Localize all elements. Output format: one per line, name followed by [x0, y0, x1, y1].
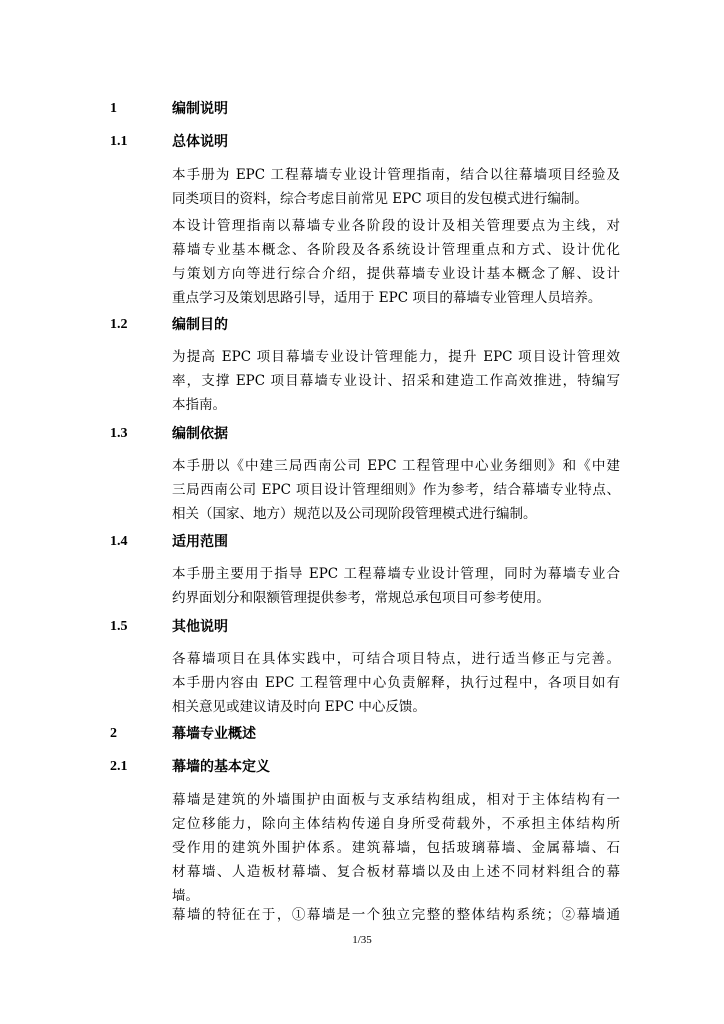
paragraph [172, 647, 620, 719]
text-line: 本手册内容由 EPC 工程管理中心负责解释，执行过程中，各项目如有 [172, 675, 620, 691]
text-line: 材幕墙、人造板材幕墙、复合板材幕墙以及由上述不同材料组合的幕 [172, 864, 620, 880]
section-title: 编制依据 [172, 426, 228, 442]
section-number: 2 [110, 726, 117, 741]
text-line: 同类项目的资料，综合考虑目前常见 EPC 项目的发包模式进行编制。 [172, 191, 588, 207]
section-number: 1 [110, 101, 117, 116]
section-title: 总体说明 [172, 134, 228, 150]
section-title: 其他说明 [172, 619, 228, 635]
section-number: 1.2 [110, 317, 128, 332]
text-line: 为提高 EPC 项目幕墙专业设计管理能力，提升 EPC 项目设计管理效 [172, 349, 620, 365]
text-line: 受作用的建筑外围护体系。建筑幕墙，包括玻璃幕墙、金属幕墙、石 [172, 840, 620, 856]
page-number: 1/35 [352, 934, 372, 946]
section-number: 2.1 [110, 759, 128, 774]
paragraph [172, 788, 620, 908]
text-line: 本手册主要用于指导 EPC 工程幕墙专业设计管理，同时为幕墙专业合 [172, 566, 620, 582]
section-number: 1.1 [110, 134, 128, 149]
text-line: 率，支撑 EPC 项目幕墙专业设计、招采和建造工作高效推进，特编写 [172, 373, 620, 389]
section-title: 适用范围 [172, 534, 228, 550]
text-line: 本设计管理指南以幕墙专业各阶段的设计及相关管理要点为主线，对 [172, 218, 620, 234]
paragraph [172, 903, 620, 927]
text-line: 相关意见或建议请及时向 EPC 中心反馈。 [172, 699, 426, 715]
text-line: 幕墙的特征在于，①幕墙是一个独立完整的整体结构系统；②幕墙通 [172, 907, 620, 923]
section-number: 1.4 [110, 534, 128, 549]
section-number: 1.3 [110, 426, 128, 441]
section-title: 幕墙专业概述 [172, 726, 256, 742]
text-line: 幕墙是建筑的外墙围护由面板与支承结构组成，相对于主体结构有一 [172, 792, 620, 808]
text-line: 墙。 [172, 888, 199, 904]
section-title: 幕墙的基本定义 [172, 759, 270, 775]
section-number: 1.5 [110, 619, 128, 634]
text-line: 本手册以《中建三局西南公司 EPC 工程管理中心业务细则》和《中建 [172, 458, 620, 474]
text-line: 三局西南公司 EPC 项目设计管理细则》作为参考，结合幕墙专业特点、 [172, 482, 620, 498]
text-line: 定位移能力，除向主体结构传递自身所受荷载外，不承担主体结构所 [172, 816, 620, 832]
text-line: 本手册为 EPC 工程幕墙专业设计管理指南，结合以往幕墙项目经验及 [172, 167, 620, 183]
section-title: 编制目的 [172, 317, 228, 333]
paragraph [172, 163, 620, 211]
text-line: 本指南。 [172, 397, 226, 413]
paragraph [172, 562, 620, 610]
paragraph [172, 345, 620, 417]
paragraph [172, 214, 620, 310]
text-line: 约界面划分和限额管理提供参考，常规总承包项目可参考使用。 [172, 590, 550, 606]
text-line: 与策划方向等进行综合介绍，提供幕墙专业设计基本概念了解、设计 [172, 266, 620, 282]
paragraph [172, 454, 620, 526]
text-line: 幕墙专业基本概念、各阶段及各系统设计管理重点和方式、设计优化 [172, 242, 620, 258]
section-title: 编制说明 [172, 101, 228, 117]
text-line: 重点学习及策划思路引导，适用于 EPC 项目的幕墙专业管理人员培养。 [172, 290, 602, 306]
text-line: 相关（国家、地方）规范以及公司现阶段管理模式进行编制。 [172, 506, 537, 522]
text-line: 各幕墙项目在具体实践中，可结合项目特点，进行适当修正与完善。 [172, 651, 620, 667]
